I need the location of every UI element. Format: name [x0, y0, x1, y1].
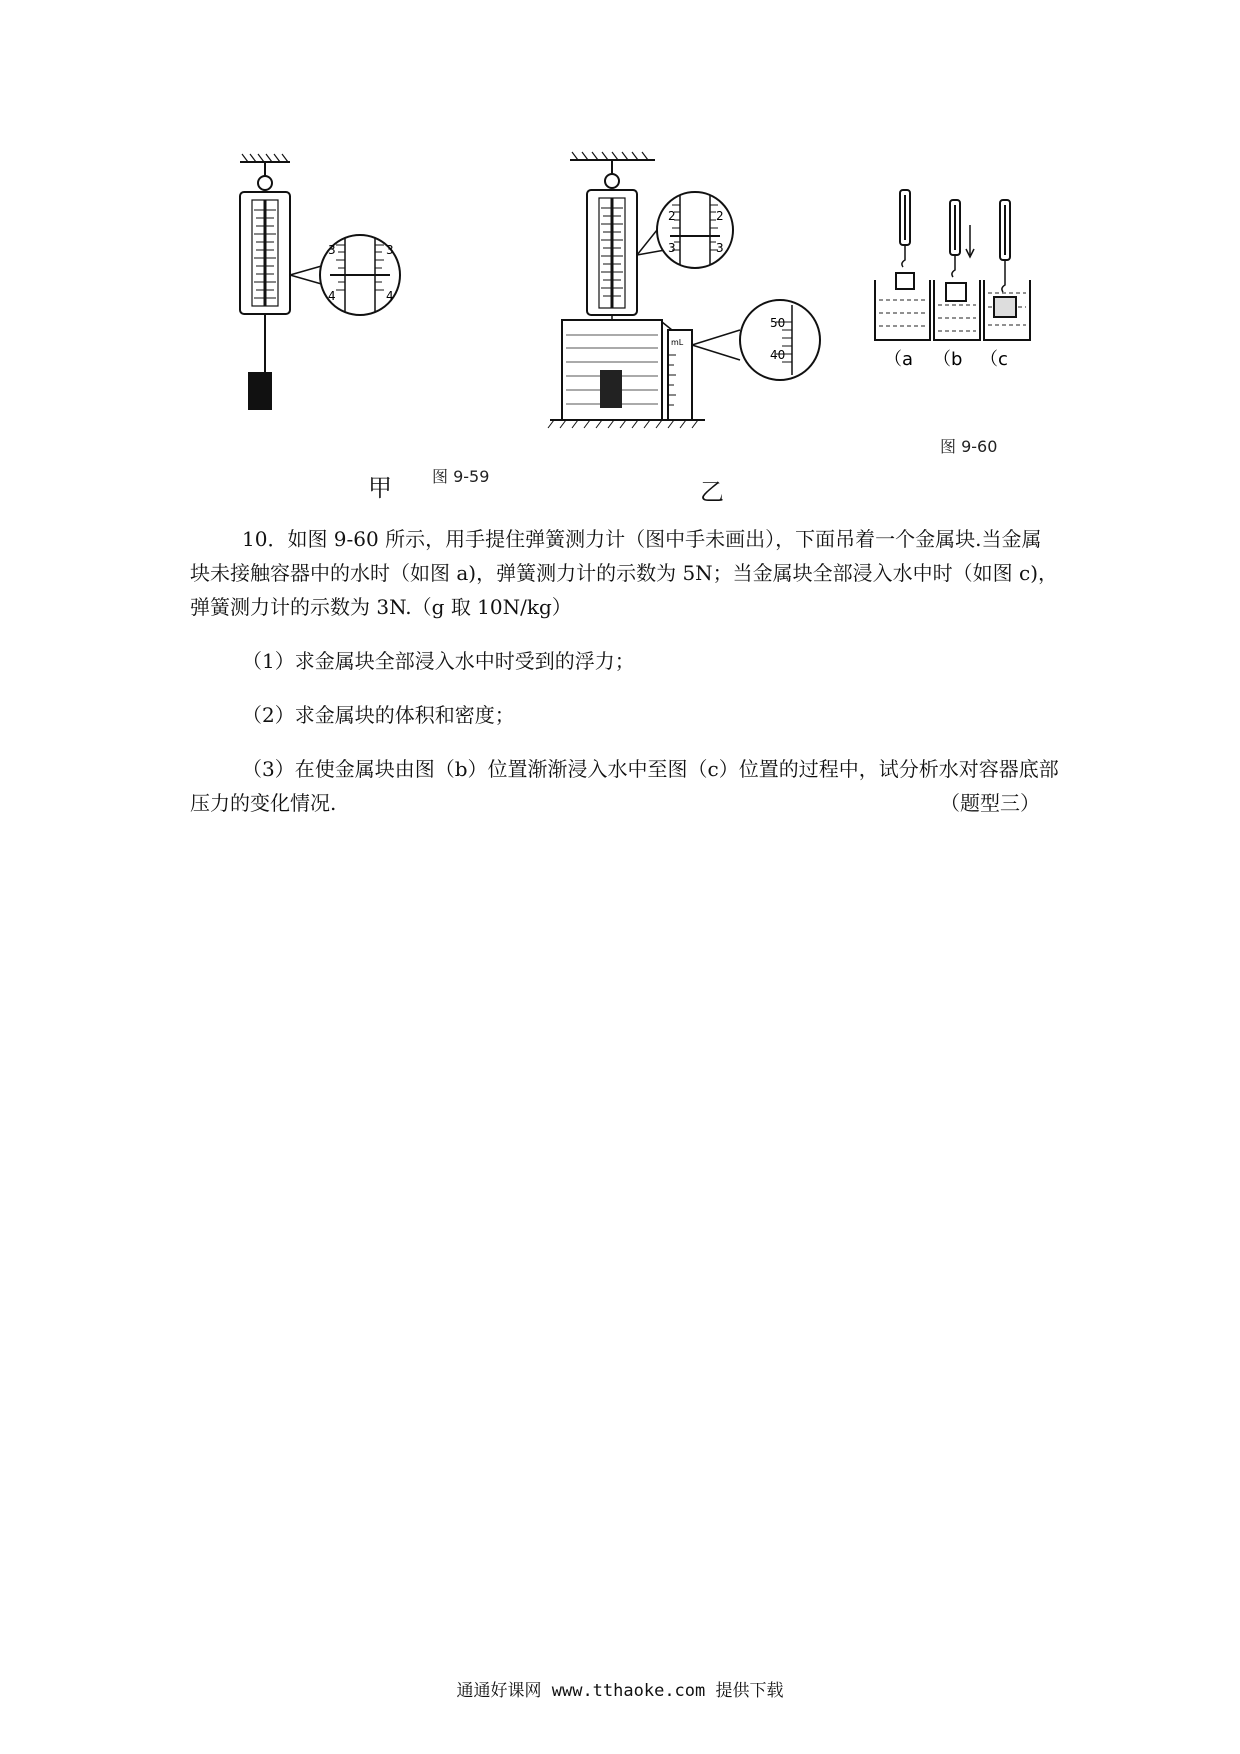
cylinder-unit: mL [671, 338, 684, 347]
zoom-tick: 4 [386, 289, 394, 303]
zoom-tick: 3 [328, 243, 336, 257]
question-3 [190, 752, 1060, 820]
problem-intro: 10．如图 9-60 所示，用手提住弹簧测力计（图中手未画出），下面吊着一个金属块.当金属块未接触容器中的水时（如图 a)，弹簧测力计的示数为 5N；当金属块全部浸入水中时（如图 c)，弹簧测力计的示数为 3N.（g 取 10N/kg） [190, 527, 1059, 619]
zoom-tick: 3 [386, 243, 394, 257]
cylinder-zoom-tick: 40 [770, 348, 786, 362]
figure-label-yi: 乙 [700, 478, 724, 506]
figure-caption-9-59: 图 9-59 [432, 467, 490, 486]
zoom-tick: 2 [716, 209, 724, 223]
figure-9-59-jia [230, 150, 410, 470]
question-1: （1）求金属块全部浸入水中时受到的浮力； [242, 649, 635, 673]
fig-60-label-a: （a [884, 349, 914, 370]
problem-10 [190, 522, 1060, 820]
zoom-tick: 4 [328, 289, 336, 303]
question-type-tag: （题型三） [940, 791, 1040, 815]
fig-60-label-b: （b [933, 349, 963, 370]
figure-caption-9-60: 图 9-60 [940, 437, 998, 456]
zoom-tick: 3 [716, 241, 724, 255]
zoom-tick: 2 [668, 209, 676, 223]
zoom-tick: 3 [668, 241, 676, 255]
fig-60-label-c: （c [980, 349, 1008, 370]
page-footer: 通通好课网 www.tthaoke.com 提供下载 [456, 1681, 784, 1701]
figure-label-jia: 甲 [368, 474, 392, 502]
question-3-text: （3）在使金属块由图（b）位置渐渐浸入水中至图（c）位置的过程中，试分析水对容器底部压力的变化情况. [190, 757, 1059, 815]
figure-9-59-yi [540, 150, 830, 480]
figure-9-60 [870, 185, 1050, 415]
question-2: （2）求金属块的体积和密度； [242, 703, 515, 727]
cylinder-zoom-tick: 50 [770, 316, 786, 330]
